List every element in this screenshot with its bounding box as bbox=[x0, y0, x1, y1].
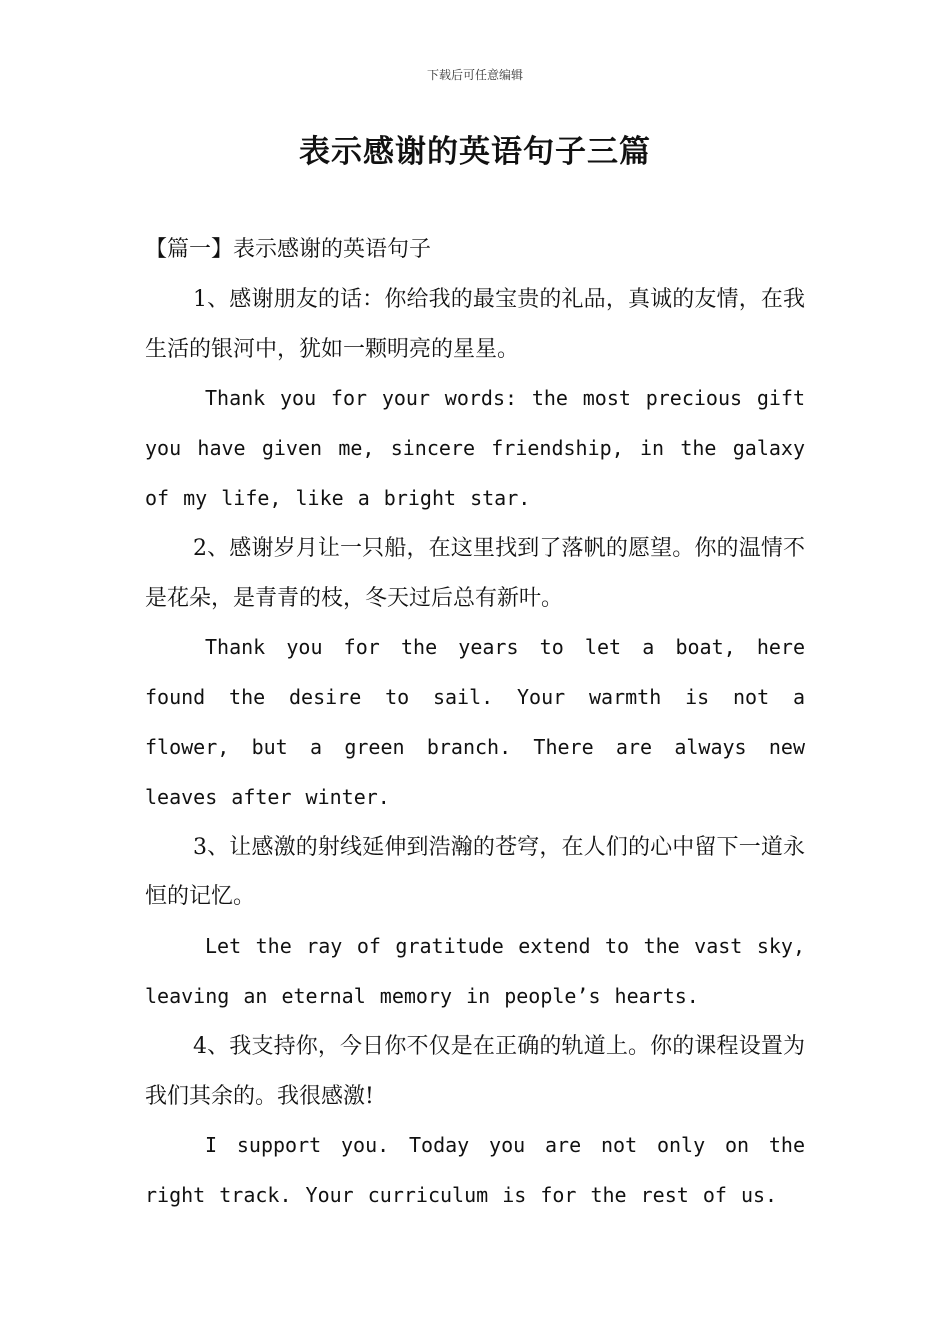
item-4-chinese: 4、我支持你，今日你不仅是在正确的轨道上。你的课程设置为我们其余的。我很感激! bbox=[145, 1033, 805, 1109]
item-4-english: I support you. Today you are not only on the right track. Your curriculum is for the rest of us. bbox=[145, 1133, 805, 1208]
item-1-chinese: 1、感谢朋友的话：你给我的最宝贵的礼品，真诚的友情，在我生活的银河中，犹如一颗明亮的星星。 bbox=[145, 286, 805, 362]
item-1-english: Thank you for your words: the most precious gift you have given me, sincere friendship, in the galaxy of my life, like a bright star. bbox=[145, 386, 805, 510]
document-title: 表示感谢的英语句子三篇 bbox=[299, 134, 651, 170]
section-heading: 【篇一】表示感谢的英语句子 bbox=[145, 237, 432, 262]
item-2-chinese: 2、感谢岁月让一只船，在这里找到了落帆的愿望。你的温情不是花朵，是青青的枝，冬天过后总有新叶。 bbox=[145, 535, 805, 611]
header-note: 下载后可任意编辑 bbox=[426, 68, 523, 82]
document-body bbox=[145, 225, 805, 1221]
item-3-english: Let the ray of gratitude extend to the vast sky, leaving an eternal memory in people’s hearts. bbox=[145, 934, 805, 1008]
item-2-english: Thank you for the years to let a boat, here found the desire to sail. Your warmth is not a flower, but a green branch. There are always new leaves after winter. bbox=[145, 635, 805, 809]
item-3-chinese: 3、让感激的射线延伸到浩瀚的苍穹，在人们的心中留下一道永恒的记忆。 bbox=[145, 834, 805, 910]
